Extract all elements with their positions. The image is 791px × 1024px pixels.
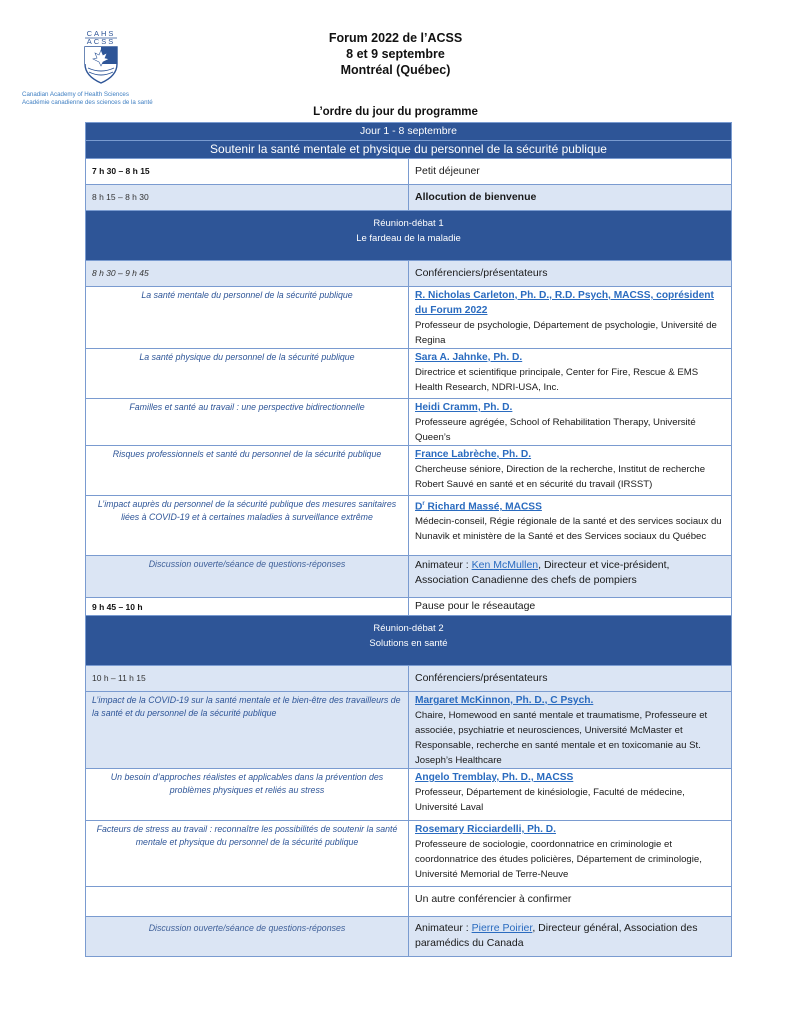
- forum-title: Forum 2022 de l’ACSS: [328, 31, 463, 45]
- talk-topic: La santé mentale du personnel de la sécurité publique: [141, 290, 353, 300]
- time-slot: 8 h 15 – 8 h 30: [92, 192, 149, 202]
- table-row: [86, 185, 732, 211]
- moderator-line: [415, 556, 725, 588]
- speaker-link[interactable]: Margaret McKinnon, Ph. D., C Psych.: [415, 695, 594, 706]
- time-slot: 7 h 30 – 8 h 15: [92, 166, 150, 176]
- session-label: Pause pour le réseautage: [415, 600, 536, 612]
- talk-topic: Risques professionnels et santé du personnel de la sécurité publique: [112, 449, 382, 459]
- talk-row: [86, 399, 732, 446]
- document-header: [0, 30, 791, 78]
- tbc-label: Un autre conférencier à confirmer: [415, 893, 572, 905]
- moderator-affiliation: , Directeur et vice-président, Association Canadienne des chefs de pompiers: [415, 559, 670, 586]
- panel-2-header: [86, 616, 732, 666]
- speaker-link[interactable]: Rosemary Ricciardelli, Ph. D.: [415, 824, 556, 835]
- discussion-topic: Discussion ouverte/séance de questions-réponses: [148, 559, 346, 569]
- speaker-role: Chaire, Homewood en santé mentale et traumatisme, Professeure et associée, psychiatrie et neurosciences, Université McMaster et Responsable, recherche en santé mentale et en toxicomanie au St. Joseph’s Healthcare: [415, 710, 708, 766]
- moderator-prefix: Animateur :: [415, 559, 472, 571]
- session-label: Petit déjeuner: [415, 165, 480, 177]
- talk-topic: L’impact auprès du personnel de la sécurité publique des mesures sanitaires liées à COVID-19 et à certaines maladies à surveillance extrême: [97, 499, 397, 522]
- panel-subtitle: Le fardeau de la maladie: [356, 233, 461, 244]
- speaker-prefix: D: [415, 501, 423, 513]
- time-slot: 9 h 45 – 10 h: [92, 602, 143, 612]
- talk-row: [86, 287, 732, 349]
- speaker-sup: r: [422, 501, 425, 507]
- logo-name-en: Canadian Academy of Health Sciences: [22, 91, 129, 98]
- table-row: [86, 159, 732, 185]
- panel-title: Réunion-débat 1: [373, 218, 444, 229]
- speaker-role: Chercheuse séniore, Direction de la recherche, Institut de recherche Robert Sauvé en santé et en sécurité du travail (IRSST): [415, 464, 706, 490]
- logo-name-fr: Académie canadienne des sciences de la santé: [22, 99, 153, 106]
- talk-row: [86, 821, 732, 887]
- panel-1-header: [86, 211, 732, 261]
- moderator-prefix: Animateur :: [415, 922, 472, 934]
- theme-row: [86, 141, 732, 159]
- day-label: Jour 1 - 8 septembre: [86, 123, 732, 141]
- discussion-topic: Discussion ouverte/séance de questions-réponses: [148, 923, 346, 933]
- time-slot: 8 h 30 – 9 h 45: [92, 268, 149, 278]
- talk-topic: Un besoin d’approches réalistes et applicables dans la prévention des problèmes physiques et reliés au stress: [110, 772, 384, 795]
- theme-label: Soutenir la santé mentale et physique du personnel de la sécurité publique: [86, 141, 732, 159]
- break-row: [86, 598, 732, 616]
- table-row: [86, 261, 732, 287]
- talk-topic: Facteurs de stress au travail : reconnaître les possibilités de soutenir la santé mentale et physique du personnel de la sécurité publique: [96, 824, 398, 847]
- talk-row: [86, 446, 732, 496]
- speaker-role: Professeur, Département de kinésiologie, Faculté de médecine, Université Laval: [415, 787, 685, 813]
- panel-title: Réunion-débat 2: [373, 623, 444, 634]
- talk-row: [86, 496, 732, 556]
- speaker-link[interactable]: France Labrèche, Ph. D.: [415, 449, 532, 460]
- talk-row: [86, 769, 732, 821]
- speaker-role: Professeur de psychologie, Département de psychologie, Université de Regina: [415, 320, 717, 346]
- talk-row: [86, 349, 732, 399]
- speaker-role: Médecin-conseil, Régie régionale de la santé et des services sociaux du Nunavik et ministère de la Santé et des Services sociaux du Québec: [415, 516, 722, 543]
- session-label: Allocution de bienvenue: [415, 191, 537, 203]
- day-header-row: [86, 123, 732, 141]
- tbc-row: [86, 887, 732, 917]
- logo-acronym-bottom: ACSS: [86, 37, 116, 46]
- talk-topic: La santé physique du personnel de la sécurité publique: [139, 352, 355, 362]
- talk-topic: L’impact de la COVID-19 sur la santé mentale et le bien-être des travailleurs de la santé et du personnel de la sécurité publique: [92, 695, 401, 718]
- speaker-link[interactable]: Sara A. Jahnke, Ph. D.: [415, 352, 523, 363]
- forum-dates: 8 et 9 septembre: [346, 47, 445, 61]
- panel-subtitle: Solutions en santé: [369, 638, 448, 649]
- session-label: Conférenciers/présentateurs: [415, 672, 548, 684]
- speaker-link[interactable]: Angelo Tremblay, Ph. D., MACSS: [415, 772, 574, 783]
- agenda-table: [85, 122, 732, 957]
- time-slot: 10 h – 11 h 15: [92, 673, 146, 683]
- moderator-link[interactable]: Ken McMullen: [471, 559, 539, 571]
- speaker-role: Professeure de sociologie, coordonnatrice en criminologie et coordonnatrice des études policières, Département de criminologie, Université Memorial de Terre-Neuve: [415, 839, 702, 880]
- session-label: Conférenciers/présentateurs: [415, 267, 548, 279]
- speaker-link[interactable]: Heidi Cramm, Ph. D.: [415, 402, 513, 413]
- moderator-affiliation: , Directeur général, Association des paramédics du Canada: [415, 922, 698, 949]
- speaker-name: Richard Massé, MACSS: [424, 501, 542, 513]
- logo-acronym-top: CAHS: [86, 29, 116, 38]
- forum-location: Montréal (Québec): [340, 63, 451, 77]
- moderator-line: [415, 917, 725, 951]
- talk-row: [86, 692, 732, 769]
- table-row: [86, 666, 732, 692]
- moderator-link[interactable]: Pierre Poirier: [471, 922, 533, 934]
- speaker-link[interactable]: [415, 496, 725, 514]
- speaker-role: Professeure agrégée, School of Rehabilitation Therapy, Université Queen’s: [415, 417, 696, 443]
- talk-topic: Familles et santé au travail : une perspective bidirectionnelle: [129, 402, 365, 412]
- speaker-link[interactable]: R. Nicholas Carleton, Ph. D., R.D. Psych, MACSS, coprésident du Forum 2022: [415, 290, 714, 316]
- discussion-row: [86, 556, 732, 598]
- discussion-row: [86, 917, 732, 957]
- agenda-title: L’ordre du jour du programme: [313, 106, 478, 118]
- speaker-role: Directrice et scientifique principale, Center for Fire, Rescue & EMS Health Research, NDRI-USA, Inc.: [415, 367, 699, 393]
